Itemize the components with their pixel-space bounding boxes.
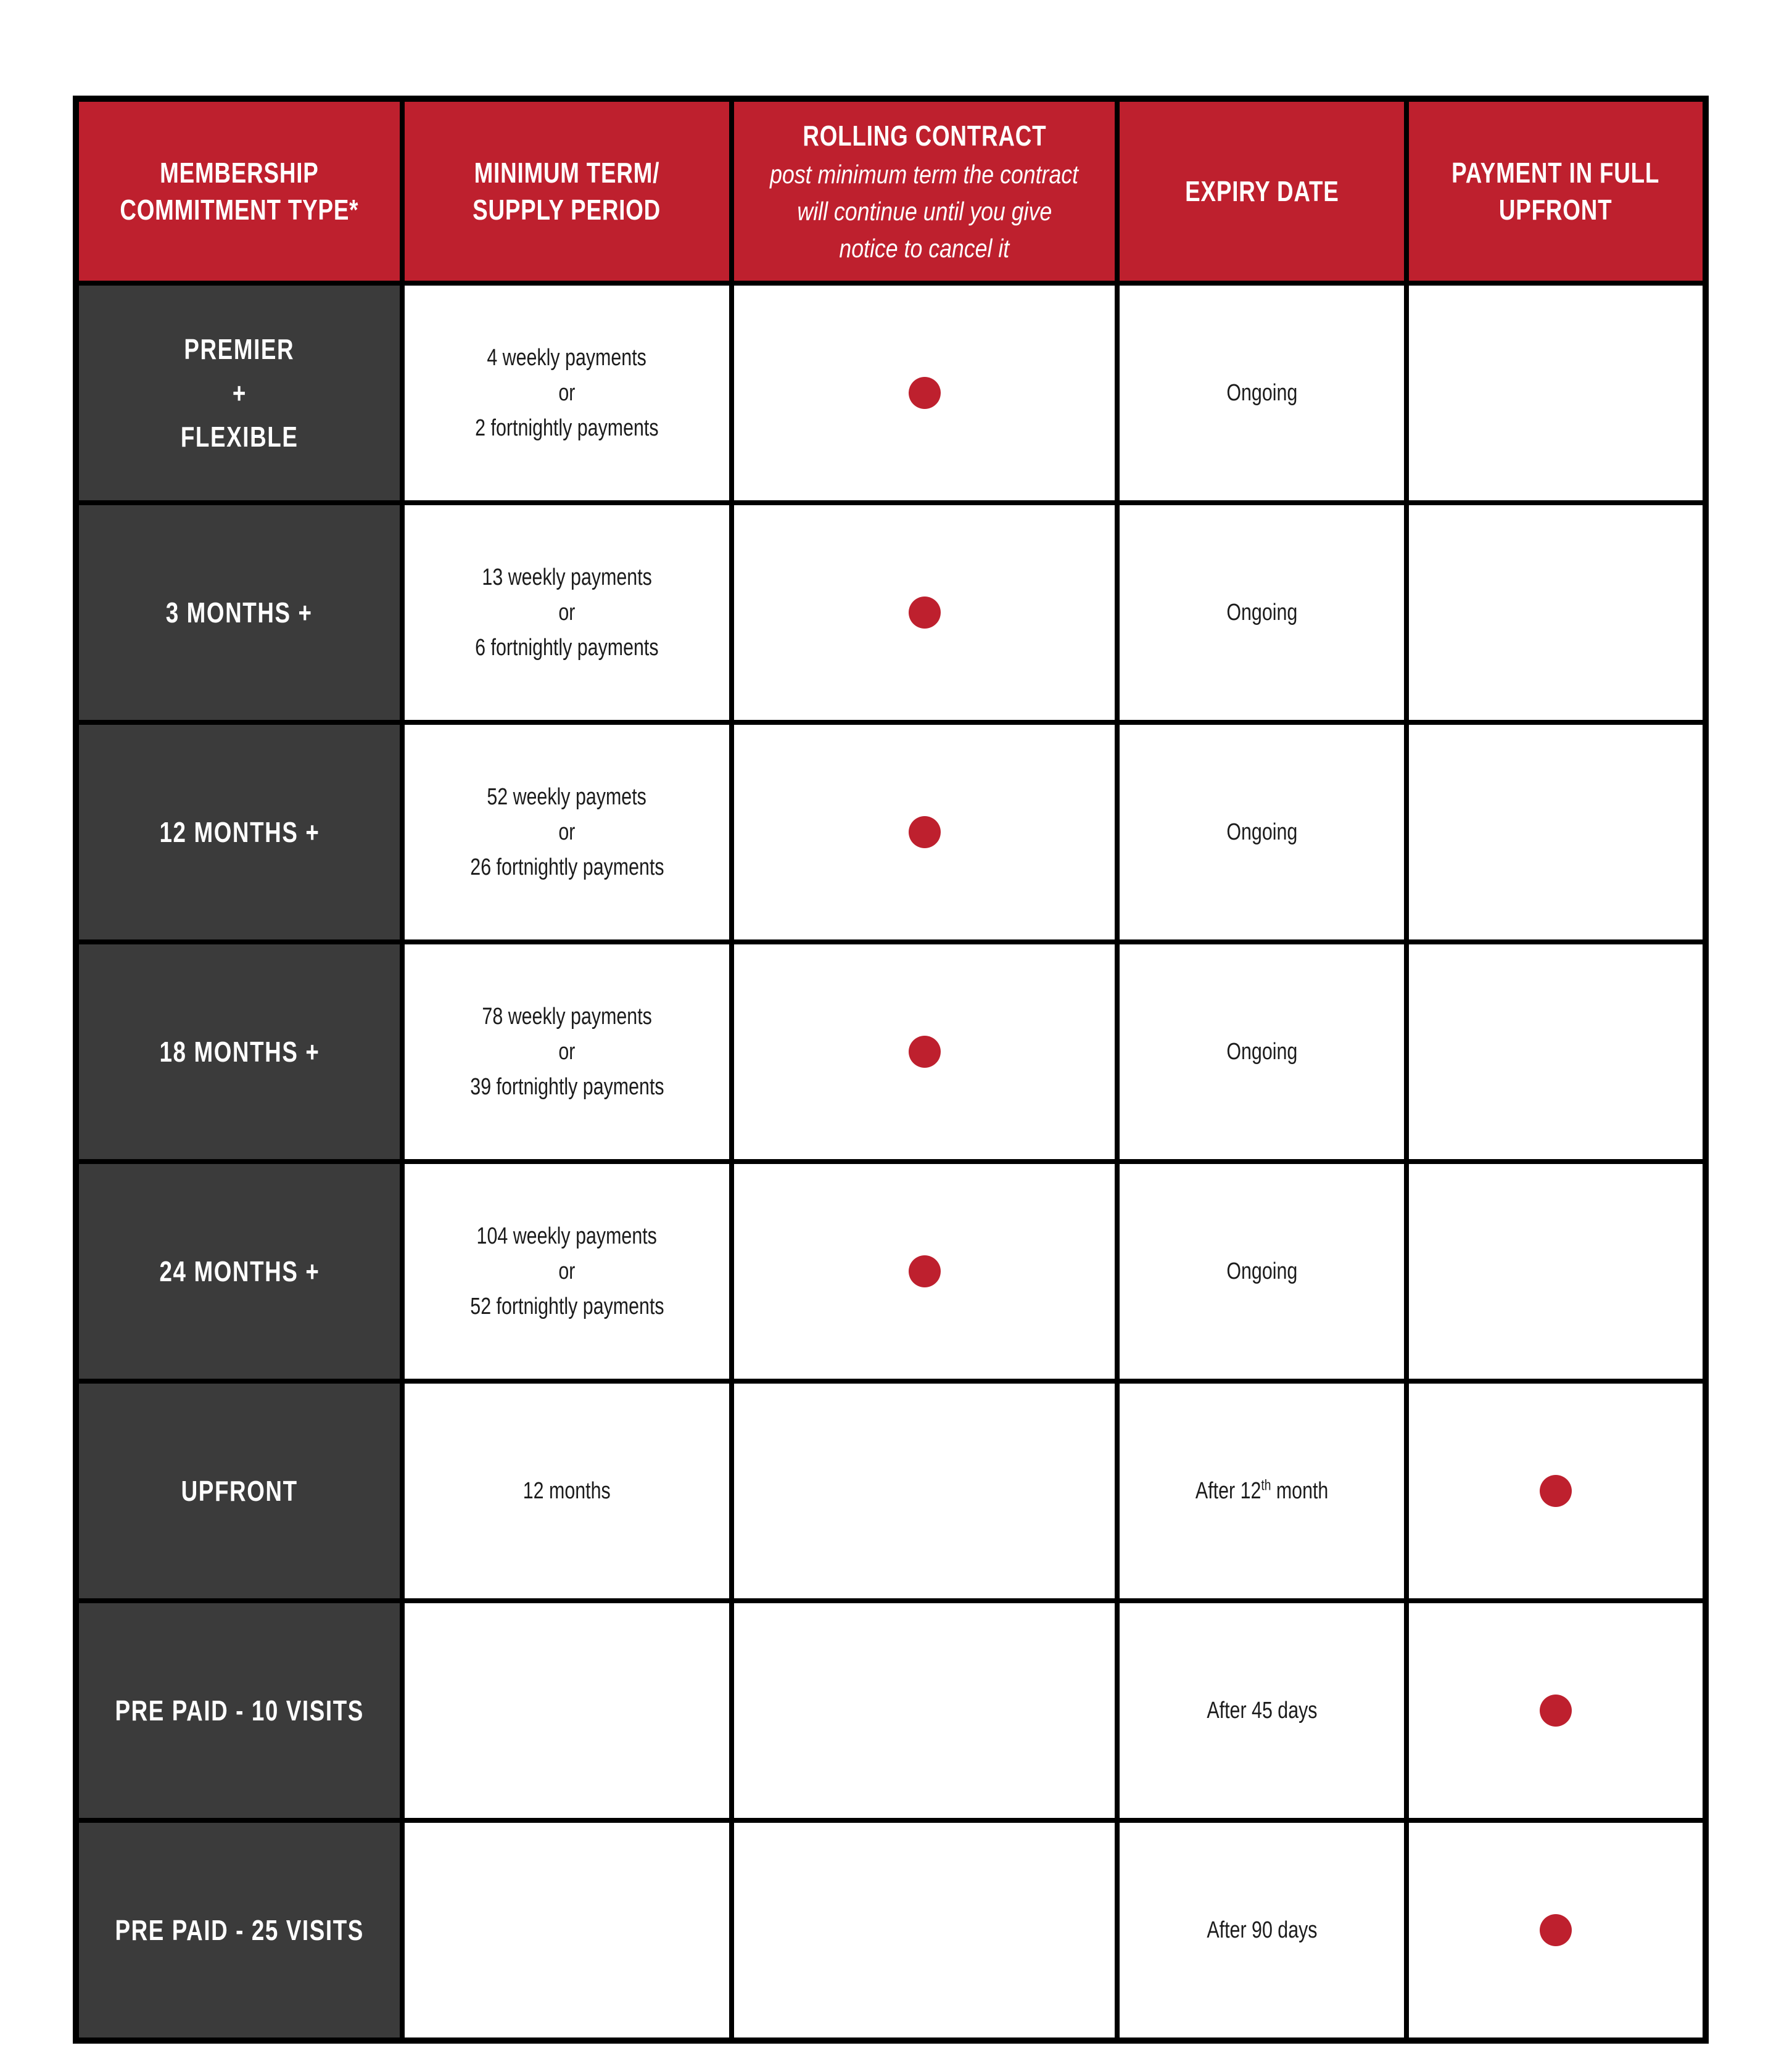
rolling-contract-cell <box>734 1603 1115 1818</box>
minimum-term-cell <box>405 286 729 500</box>
row-label-12-months <box>79 725 400 939</box>
header-text: ROLLING CONTRACT <box>802 120 1047 152</box>
expiry-text: After 45 days <box>1206 1697 1318 1724</box>
term-text: 39 fortnightly payments <box>469 1073 664 1100</box>
rolling-contract-dot-icon <box>909 597 941 629</box>
expiry-text: Ongoing <box>1226 1038 1297 1065</box>
term-text: 2 fortnightly payments <box>475 415 659 441</box>
expiry-text: Ongoing <box>1226 1258 1297 1284</box>
rolling-contract-dot-icon <box>909 1255 941 1287</box>
row-label-18-months <box>79 944 400 1159</box>
term-text: 6 fortnightly payments <box>475 634 659 661</box>
header-minimum-term <box>405 102 729 281</box>
row-label-upfront <box>79 1384 400 1598</box>
expiry-date-cell <box>1120 1603 1404 1818</box>
header-text: SUPPLY PERIOD <box>473 194 661 226</box>
term-text: or <box>558 599 576 625</box>
rolling-contract-cell <box>734 725 1115 939</box>
row-label-text: 18 MONTHS + <box>159 1035 320 1068</box>
expiry-ordinal-suffix: th <box>1261 1476 1271 1493</box>
rolling-contract-cell <box>734 1823 1115 2037</box>
row-label-24-months <box>79 1164 400 1379</box>
header-text: MEMBERSHIP <box>160 157 319 189</box>
expiry-suffix: month <box>1271 1477 1329 1504</box>
term-text: 52 fortnightly payments <box>469 1293 664 1319</box>
minimum-term-cell <box>405 1164 729 1379</box>
header-rolling-contract <box>734 102 1115 281</box>
expiry-date-cell <box>1120 286 1404 500</box>
minimum-term-cell <box>405 1384 729 1598</box>
row-label-text: 12 MONTHS + <box>159 815 320 848</box>
term-text: 26 fortnightly payments <box>469 854 664 880</box>
rolling-contract-dot-icon <box>909 1036 941 1068</box>
row-label-3-months <box>79 505 400 720</box>
term-text: or <box>558 1258 576 1284</box>
header-subtitle: post minimum term the contract <box>770 160 1079 189</box>
minimum-term-cell <box>405 1823 729 2037</box>
payment-in-full-cell <box>1409 1603 1703 1818</box>
expiry-text: Ongoing <box>1226 819 1297 845</box>
header-subtitle: notice to cancel it <box>839 234 1010 263</box>
rolling-contract-cell <box>734 286 1115 500</box>
payment-in-full-dot-icon <box>1540 1914 1572 1946</box>
rolling-contract-dot-icon <box>909 816 941 848</box>
term-text: or <box>558 379 576 406</box>
row-label-text: 24 MONTHS + <box>159 1255 320 1287</box>
payment-in-full-cell <box>1409 505 1703 720</box>
header-text: EXPIRY DATE <box>1184 175 1339 207</box>
row-label-prepaid-10-visits <box>79 1603 400 1818</box>
minimum-term-cell <box>405 725 729 939</box>
row-label-text: PRE PAID - 10 VISITS <box>115 1694 364 1727</box>
row-label-prepaid-25-visits <box>79 1823 400 2037</box>
row-label-text: + <box>232 376 247 409</box>
row-label-text: UPFRONT <box>181 1474 298 1507</box>
payment-in-full-cell <box>1409 1823 1703 2037</box>
payment-in-full-cell <box>1409 725 1703 939</box>
payment-in-full-dot-icon <box>1540 1695 1572 1727</box>
expiry-text <box>1195 1474 1328 1509</box>
header-payment-in-full <box>1409 102 1703 281</box>
term-text: 4 weekly payments <box>487 344 647 371</box>
expiry-date-cell <box>1120 505 1404 720</box>
minimum-term-cell <box>405 505 729 720</box>
rolling-contract-cell <box>734 505 1115 720</box>
term-text: 52 weekly paymets <box>487 783 647 810</box>
expiry-text: After 90 days <box>1206 1917 1318 1943</box>
row-label-text: 3 MONTHS + <box>166 596 313 629</box>
header-text: PAYMENT IN FULL <box>1451 157 1660 189</box>
term-text: or <box>558 1038 576 1065</box>
row-label-text: FLEXIBLE <box>180 420 299 453</box>
expiry-date-cell <box>1120 1164 1404 1379</box>
term-text: 13 weekly payments <box>482 564 652 590</box>
term-text: 78 weekly payments <box>482 1003 652 1030</box>
expiry-text: Ongoing <box>1226 379 1297 406</box>
rolling-contract-dot-icon <box>909 377 941 409</box>
header-membership-commitment-type <box>79 102 400 281</box>
payment-in-full-cell <box>1409 1384 1703 1598</box>
term-text: or <box>558 819 576 845</box>
payment-in-full-cell <box>1409 1164 1703 1379</box>
expiry-date-cell <box>1120 1823 1404 2037</box>
row-label-text: PRE PAID - 25 VISITS <box>115 1914 364 1946</box>
minimum-term-cell <box>405 1603 729 1818</box>
payment-in-full-cell <box>1409 944 1703 1159</box>
header-expiry-date <box>1120 102 1404 281</box>
payment-in-full-dot-icon <box>1540 1475 1572 1507</box>
row-label-text: PREMIER <box>184 332 295 365</box>
expiry-date-cell <box>1120 944 1404 1159</box>
rolling-contract-cell <box>734 944 1115 1159</box>
expiry-date-cell <box>1120 725 1404 939</box>
membership-terms-table <box>73 96 1709 2044</box>
rolling-contract-cell <box>734 1164 1115 1379</box>
header-subtitle: will continue until you give <box>797 197 1052 226</box>
expiry-prefix: After 12 <box>1195 1477 1261 1504</box>
header-text: COMMITMENT TYPE* <box>120 194 359 226</box>
expiry-date-cell <box>1120 1384 1404 1598</box>
expiry-text: Ongoing <box>1226 599 1297 625</box>
term-text: 12 months <box>523 1477 611 1504</box>
header-text: MINIMUM TERM/ <box>474 157 660 189</box>
minimum-term-cell <box>405 944 729 1159</box>
payment-in-full-cell <box>1409 286 1703 500</box>
header-text: UPFRONT <box>1499 194 1612 226</box>
term-text: 104 weekly payments <box>476 1223 658 1249</box>
rolling-contract-cell <box>734 1384 1115 1598</box>
row-label-premier-flexible <box>79 286 400 500</box>
